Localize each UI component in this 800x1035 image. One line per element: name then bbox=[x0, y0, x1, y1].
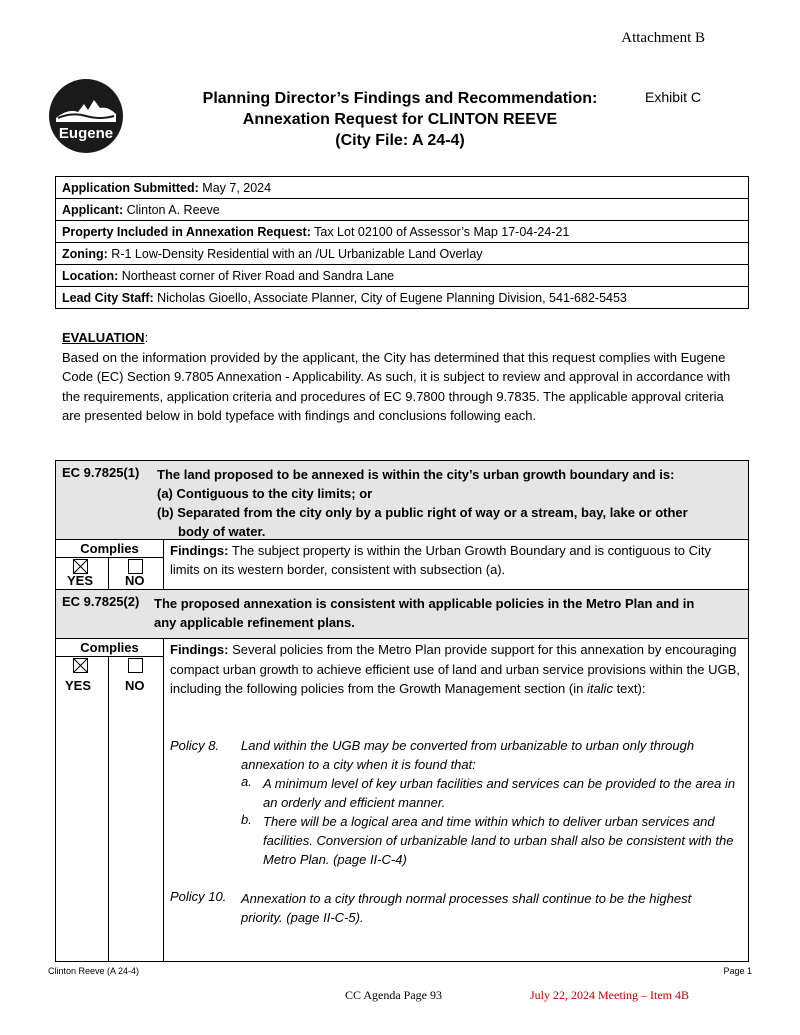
criterion-1-line: The land proposed to be annexed is within the city’s urban growth boundary and is: bbox=[157, 467, 675, 482]
policy-8-text: Land within the UGB may be converted from urbanizable to urban only through annexation to a city when it is found that: bbox=[241, 738, 695, 772]
meeting-label: July 22, 2024 Meeting – Item 4B bbox=[530, 988, 689, 1002]
criterion-2-findings bbox=[170, 640, 744, 699]
criterion-2-code: EC 9.7825(2) bbox=[62, 594, 140, 609]
yes-checkbox-checked[interactable] bbox=[73, 658, 88, 673]
criterion-1-body bbox=[56, 540, 748, 590]
policy-8-label: Policy 8. bbox=[170, 738, 220, 753]
policy-10-label: Policy 10. bbox=[170, 889, 227, 904]
table-row bbox=[56, 243, 749, 265]
policy-8-b-label: b. bbox=[241, 812, 252, 827]
attachment-label: Attachment B bbox=[621, 30, 705, 46]
policy-8-a-label: a. bbox=[241, 774, 252, 789]
policy-10-text: Annexation to a city through normal processes shall continue to be the highest priority. (page II-C-5). bbox=[241, 891, 692, 925]
criterion-1-sub-b: (b) Separated from the city only by a public right of way or a stream, bay, lake or other bbox=[157, 505, 688, 520]
criterion-2-line: The proposed annexation is consistent with applicable policies in the Metro Plan and in bbox=[154, 596, 695, 611]
no-checkbox[interactable] bbox=[128, 658, 143, 673]
table-row bbox=[56, 221, 749, 243]
complies-label: Complies bbox=[80, 640, 139, 655]
findings-label: Findings: bbox=[170, 642, 229, 657]
info-label: Application Submitted: bbox=[62, 180, 199, 195]
yes-label: YES bbox=[67, 573, 94, 588]
findings-text: Several policies from the Metro Plan provide support for this annexation by encouraging compact urban growth to achieve efficient use of land and urban service provisions within the UGB, including the following policies from the Growth Management section (in bbox=[170, 642, 740, 696]
footer-page-number: Page 1 bbox=[723, 966, 752, 976]
table-row bbox=[56, 177, 749, 199]
no-label: NO bbox=[125, 678, 145, 693]
info-value: Clinton A. Reeve bbox=[123, 202, 220, 217]
logo-text: Eugene bbox=[58, 125, 114, 142]
page-title bbox=[200, 88, 600, 151]
findings-text-end: text): bbox=[612, 681, 646, 696]
criterion-2-text bbox=[154, 594, 744, 632]
findings-label: Findings: bbox=[170, 543, 229, 558]
evaluation-section bbox=[62, 328, 742, 426]
info-label: Location: bbox=[62, 268, 119, 283]
info-label: Lead City Staff: bbox=[62, 290, 154, 305]
criterion-1-code: EC 9.7825(1) bbox=[62, 465, 140, 480]
info-value: Tax Lot 02100 of Assessor’s Map 17-04-24-21 bbox=[310, 224, 570, 239]
table-row bbox=[56, 199, 749, 221]
info-value: R-1 Low-Density Residential with an /UL Urbanizable Land Overlay bbox=[107, 246, 483, 261]
yes-checkbox-checked[interactable] bbox=[73, 559, 88, 574]
no-checkbox[interactable] bbox=[128, 559, 143, 574]
criterion-1-header bbox=[56, 461, 748, 540]
agenda-page-label: CC Agenda Page 93 bbox=[345, 988, 442, 1002]
title-line-3: (City File: A 24-4) bbox=[335, 132, 465, 149]
application-info-table bbox=[55, 176, 749, 309]
footer-file-label: Clinton Reeve (A 24-4) bbox=[48, 966, 140, 976]
info-label: Property Included in Annexation Request: bbox=[62, 224, 311, 239]
policy-8-a: A minimum level of key urban facilities and services can be provided to the area in an orderly and efficient manner. bbox=[263, 776, 736, 810]
eugene-logo bbox=[48, 78, 124, 154]
evaluation-colon: : bbox=[144, 330, 149, 345]
title-line-2: Annexation Request for CLINTON REEVE bbox=[242, 111, 558, 128]
criterion-1-findings bbox=[170, 541, 744, 579]
criterion-1-sub-b-cont: body of water. bbox=[178, 524, 266, 539]
info-label: Zoning: bbox=[62, 246, 108, 261]
criterion-2-header bbox=[56, 590, 748, 639]
no-label: NO bbox=[125, 573, 145, 588]
complies-label: Complies bbox=[80, 541, 139, 556]
criterion-1-text bbox=[157, 465, 742, 541]
findings-text: The subject property is within the Urban Growth Boundary and is contiguous to City limits on its western border, consistent with subsection (a). bbox=[170, 543, 711, 577]
criterion-2-line-2: any applicable refinement plans. bbox=[154, 615, 355, 630]
info-value: Northeast corner of River Road and Sandra Lane bbox=[118, 268, 395, 283]
criterion-2-body bbox=[56, 639, 748, 961]
findings-italic: italic bbox=[586, 681, 613, 696]
policy-8-b: There will be a logical area and time within which to deliver urban services and facilities. Conversion of urbanizable land to urban shall also be consistent with the Metro Plan. (page II-C-4) bbox=[263, 814, 734, 867]
info-value: May 7, 2024 bbox=[198, 180, 272, 195]
criteria-table bbox=[55, 460, 749, 962]
title-line-1: Planning Director’s Findings and Recommendation: bbox=[202, 90, 598, 107]
table-row bbox=[56, 265, 749, 287]
evaluation-text: Based on the information provided by the applicant, the City has determined that this request complies with Eugene Code (EC) Section 9.7805 Annexation - Applicability. As such, it is subject to review and approval in accordance with the requirements, application criteria and procedures of EC 9.7800 through 9.7835. The applicable approval criteria are presented below in bold typeface with findings and conclusions following each. bbox=[62, 349, 731, 423]
yes-label: YES bbox=[65, 678, 92, 693]
info-label: Applicant: bbox=[62, 202, 124, 217]
info-value: Nicholas Gioello, Associate Planner, City of Eugene Planning Division, 541-682-5453 bbox=[153, 290, 627, 305]
evaluation-heading: EVALUATION bbox=[62, 330, 145, 345]
criterion-1-sub-a: (a) Contiguous to the city limits; or bbox=[157, 486, 373, 501]
exhibit-label: Exhibit C bbox=[645, 89, 702, 105]
table-row bbox=[56, 287, 749, 309]
